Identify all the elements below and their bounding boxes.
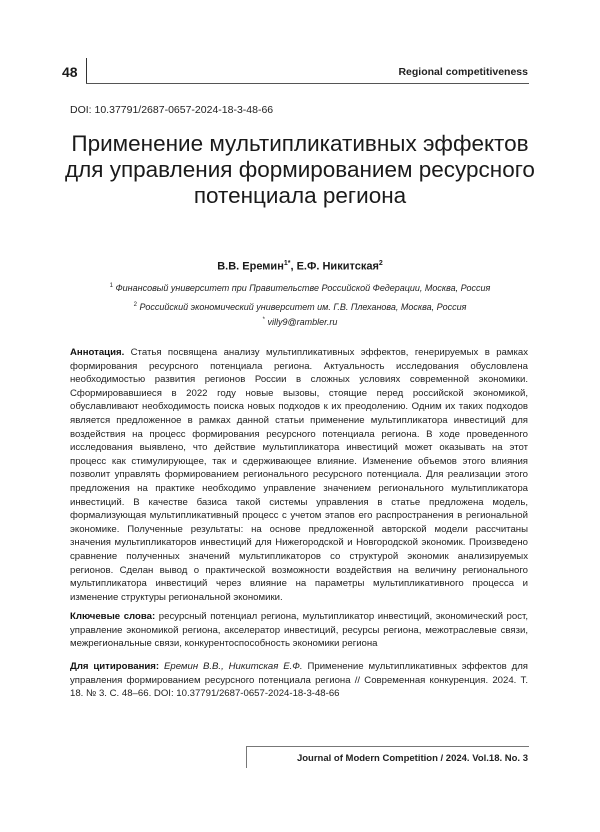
- keywords: [70, 610, 528, 651]
- running-head: Regional competitiveness: [398, 66, 528, 78]
- abstract-label: Аннотация.: [70, 347, 125, 358]
- author-2: Е.Ф. Никитская: [296, 260, 379, 273]
- abstract-text: Статья посвящена анализу мультипликативных эффектов, генерируемых в рамках формирования ресурсного потенциала региона. Актуальность исследования обусловлена необходимостью развития регионов России в сложных условиях современной экономики. Сформировавшиеся в 2022 году новые вызовы, стоящие перед российской экономикой, обуславливают необходимость поиска новых подходов к их преодолению. Одним их таких подходов является предложенное в рамках данной статьи применение мультипликатора инвестиций для воздействия на процесс формирования ресурсного потенциала региона. В ходе проведенного исследования выявлено, что действие мультипликатора инвестиций может оказывать на этот процесс как стимулирующее, так и сдерживающее влияние. Изменение объемов этого влияния позволит управлять формированием регионального ресурсного потенциала. Для реализации этого предложения на практике необходимо управление значением регионального мультипликатора инвестиций. В качестве базиса такой системы управления в статье предложена модель, формализующая мультипликативный процесс с учетом этапов его распространения в региональной экономике. Полученные результаты: на основе предложенной авторской модели рассчитаны значения мультипликаторов инвестиций для Нижегородской и Новгородской экономик. Произведено сравнение полученных значений мультипликаторов со структурой экономик анализируемых регионов. Сделан вывод о практической возможности воздействия на величину регионального мультипликатора инвестиций через влияние на параметры мультипликативного процесса и изменение структуры региональной экономики.: [70, 347, 528, 603]
- journal-footer: Journal of Modern Competition / 2024. Vol.18. No. 3: [296, 753, 528, 764]
- keywords-text: ресурсный потенциал региона, мультипликатор инвестиций, экономический рост, управление экономикой региона, акселератор инвестиций, ресурсы региона, межотраслевые связи, межрегиональные связи, конкурентоспособность экономики региона: [70, 611, 528, 650]
- affiliation-1-text: Финансовый университет при Правительстве Российской Федерации, Москва, Россия: [115, 283, 491, 293]
- abstract: [70, 346, 528, 604]
- footer-rule: [246, 746, 529, 747]
- email-marker: *: [262, 317, 265, 323]
- page-number: 48: [62, 64, 78, 80]
- author-list: [0, 260, 600, 273]
- article-title: Применение мультипликативных эффектов для управления формированием ресурсного потенциала региона: [65, 131, 535, 208]
- author-2-marker: 2: [378, 260, 383, 267]
- author-separator: ,: [290, 260, 297, 273]
- affiliation-2: [0, 302, 600, 312]
- citation-authors: Еремин В.В., Никитская Е.Ф.: [163, 661, 303, 672]
- author-1: В.В. Еремин: [217, 260, 284, 273]
- affiliation-2-text: Российский экономический университет им. Г.В. Плеханова, Москва, Россия: [139, 302, 467, 312]
- citation-text: Применение мультипликативных эффектов для управления формированием ресурсного потенциала региона // Современная конкуренция. 2024. Т. 18. № 3. С. 48–66. DOI: 10.37791/2687-0657-2024-18-3-48-66: [70, 661, 529, 700]
- footer-vertical-rule: [246, 746, 247, 768]
- email-text: villy9@rambler.ru: [267, 317, 338, 327]
- author-1-marker: 1*: [283, 260, 291, 267]
- header-rule: [86, 83, 529, 84]
- header-vertical-rule: [86, 58, 87, 84]
- doi: DOI: 10.37791/2687-0657-2024-18-3-48-66: [70, 104, 274, 116]
- citation-label: Для цитирования:: [70, 661, 160, 672]
- keywords-label: Ключевые слова:: [70, 611, 156, 622]
- affiliation-1: [0, 283, 600, 293]
- author-email: [0, 317, 600, 327]
- affiliation-2-marker: 2: [133, 302, 137, 308]
- affiliation-1-marker: 1: [109, 283, 113, 289]
- citation: [70, 660, 528, 701]
